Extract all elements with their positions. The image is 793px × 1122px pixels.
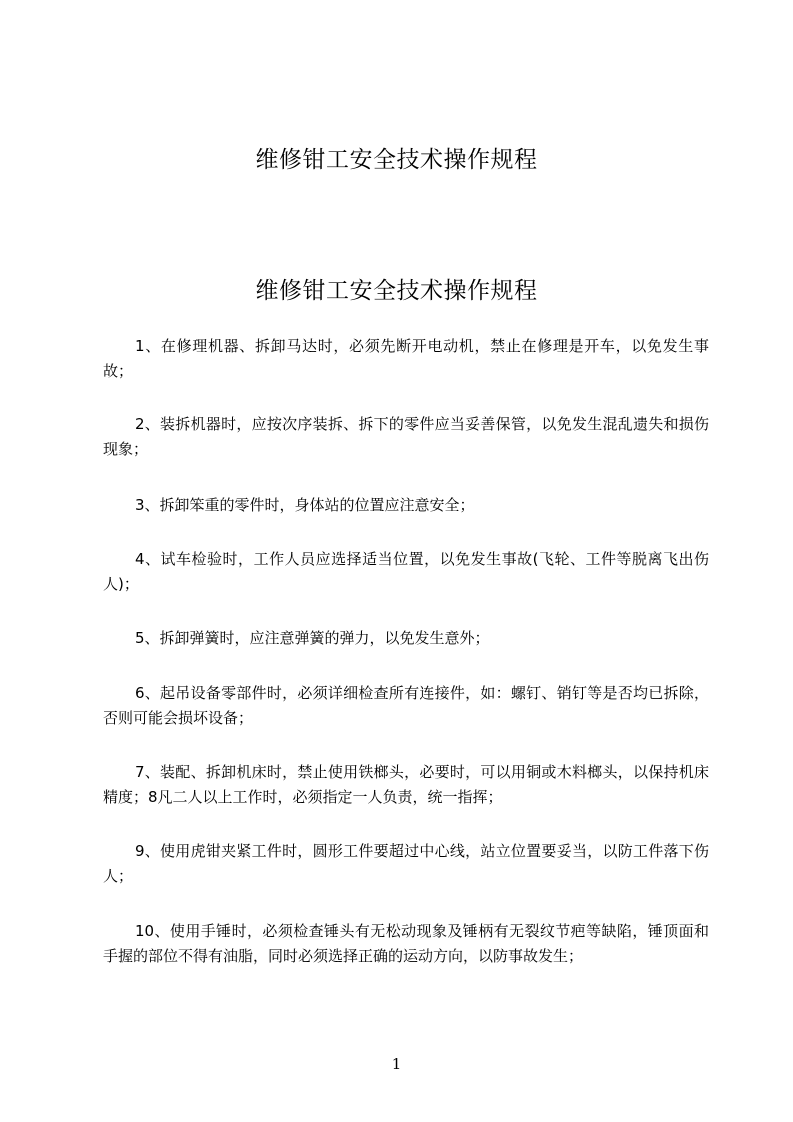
rule-item-7: 7、装配、拆卸机床时，禁止使用铁榔头，必要时，可以用铜或木料榔头，以保持机床精度；8凡二人以上工作时，必须指定一人负责，统一指挥；: [103, 763, 709, 806]
rule-item-9: 9、使用虎钳夹紧工件时，圆形工件要超过中心线，站立位置要妥当，以防工件落下伤人；: [103, 842, 709, 885]
header-title: 维修钳工安全技术操作规程: [255, 147, 538, 173]
rule-item-5: 5、拆卸弹簧时，应注意弹簧的弹力，以免发生意外；: [135, 629, 490, 647]
rule-item-3: 3、拆卸笨重的零件时，身体站的位置应注意安全；: [135, 496, 475, 514]
body-title: 维修钳工安全技术操作规程: [255, 278, 538, 304]
page-number: 1: [391, 1055, 402, 1073]
rule-item-10: 10、使用手锤时，必须检查锤头有无松动现象及锤柄有无裂纹节疤等缺陷，锤顶面和手握的部位不得有油脂，同时必须选择正确的运动方向，以防事故发生；: [103, 922, 709, 965]
rule-item-1: 1、在修理机器、拆卸马达时，必须先断开电动机，禁止在修理是开车，以免发生事故；: [103, 337, 709, 380]
rule-item-4: 4、试车检验时，工作人员应选择适当位置，以免发生事故(飞轮、工件等脱离飞出伤人)；: [103, 550, 709, 593]
rule-item-6: 6、起吊设备零部件时，必须详细检查所有连接件，如：螺钉、销钉等是否均已拆除，否则可能会损坏设备；: [103, 684, 709, 727]
rule-item-2: 2、装拆机器时，应按次序装拆、拆下的零件应当妥善保管，以免发生混乱遗失和损伤现象；: [103, 415, 709, 458]
